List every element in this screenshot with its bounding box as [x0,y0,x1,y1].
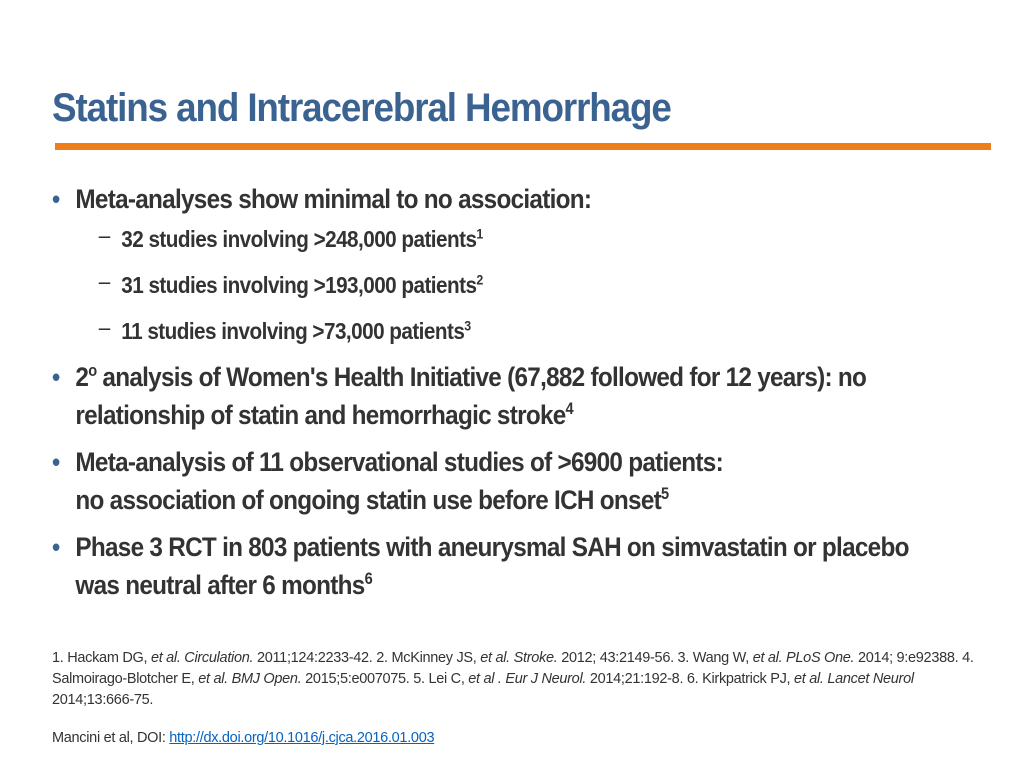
ref-text: 2015;5:e007075. 5. Lei C, [301,671,469,687]
subbullet-text: 31 studies involving >193,000 patients [121,272,477,298]
bullet-dot-icon: • [52,447,60,477]
doi-link[interactable]: http://dx.doi.org/10.1016/j.cjca.2016.01.003 [169,730,435,746]
bullet-dot-icon: • [52,184,60,214]
bullet-text: Phase 3 RCT in 803 patients with aneurysmal SAH on simvastatin or placebo was neutral after 6 months [75,532,909,600]
subbullet-1 [52,224,1024,254]
source-citation [52,730,434,746]
ref-journal: et al. BMJ Open. [198,671,302,687]
bullet-dot-icon: • [52,362,60,392]
title-divider [55,143,991,150]
dash-icon: – [98,268,110,294]
citation-sup: 5 [660,485,669,503]
ref-text: 2012; 43:2149-56. 3. Wang W, [557,650,753,666]
ref-text: 2014;13:666-75. [52,692,154,708]
ref-journal: et al. Stroke. [480,650,558,666]
references [52,648,992,711]
citation-sup: 1 [476,226,483,242]
bullet-line-2: no association of ongoing statin use before ICH onset [75,485,661,515]
ref-journal: et al . Eur J Neurol. [468,671,587,687]
ref-journal: et al. Circulation. [150,650,254,666]
subbullet-text: 11 studies involving >73,000 patients [121,318,465,344]
citation-sup: 4 [565,400,573,418]
subbullet-3 [52,316,1024,346]
source-label: Mancini et al, DOI: [52,730,170,746]
ref-journal: et al. Lancet Neurol [794,671,914,687]
ref-text: 1. Hackam DG, [52,650,151,666]
bullet-whi [52,358,975,434]
slide-title: Statins and Intracerebral Hemorrhage [52,86,671,130]
bullet-text-cont: analysis of Women's Health Initiative (67,882 followed for 12 years): no relationship of statin and hemorrhagic stroke [75,362,867,430]
bullet-text: Meta-analyses show minimal to no association: [75,184,592,214]
dash-icon: – [98,222,110,248]
bullet-text: 2 [75,362,89,392]
citation-sup: 6 [364,570,372,588]
ref-text: 2014;21:192-8. 6. Kirkpatrick PJ, [586,671,795,687]
dash-icon: – [98,314,110,340]
slide-body [52,180,1012,604]
bullet-line-1: Meta-analysis of 11 observational studies of >6900 patients: [75,447,723,477]
citation-sup: 2 [476,272,483,288]
bullet-meta-analyses [52,180,1011,218]
ref-text: 2011;124:2233-42. 2. McKinney JS, [253,650,481,666]
ref-journal: et al. PLoS One. [752,650,855,666]
ordinal-sup: o [88,362,97,380]
bullet-observational [52,443,1011,519]
subbullet-text: 32 studies involving >248,000 patients [121,226,477,252]
bullet-rct [52,528,921,604]
bullet-dot-icon: • [52,532,60,562]
ref-text: 2014; 9:e92388. 4. Salmoirago-Blotcher E, [52,650,974,687]
subbullet-2 [52,270,1024,300]
citation-sup: 3 [464,318,471,334]
